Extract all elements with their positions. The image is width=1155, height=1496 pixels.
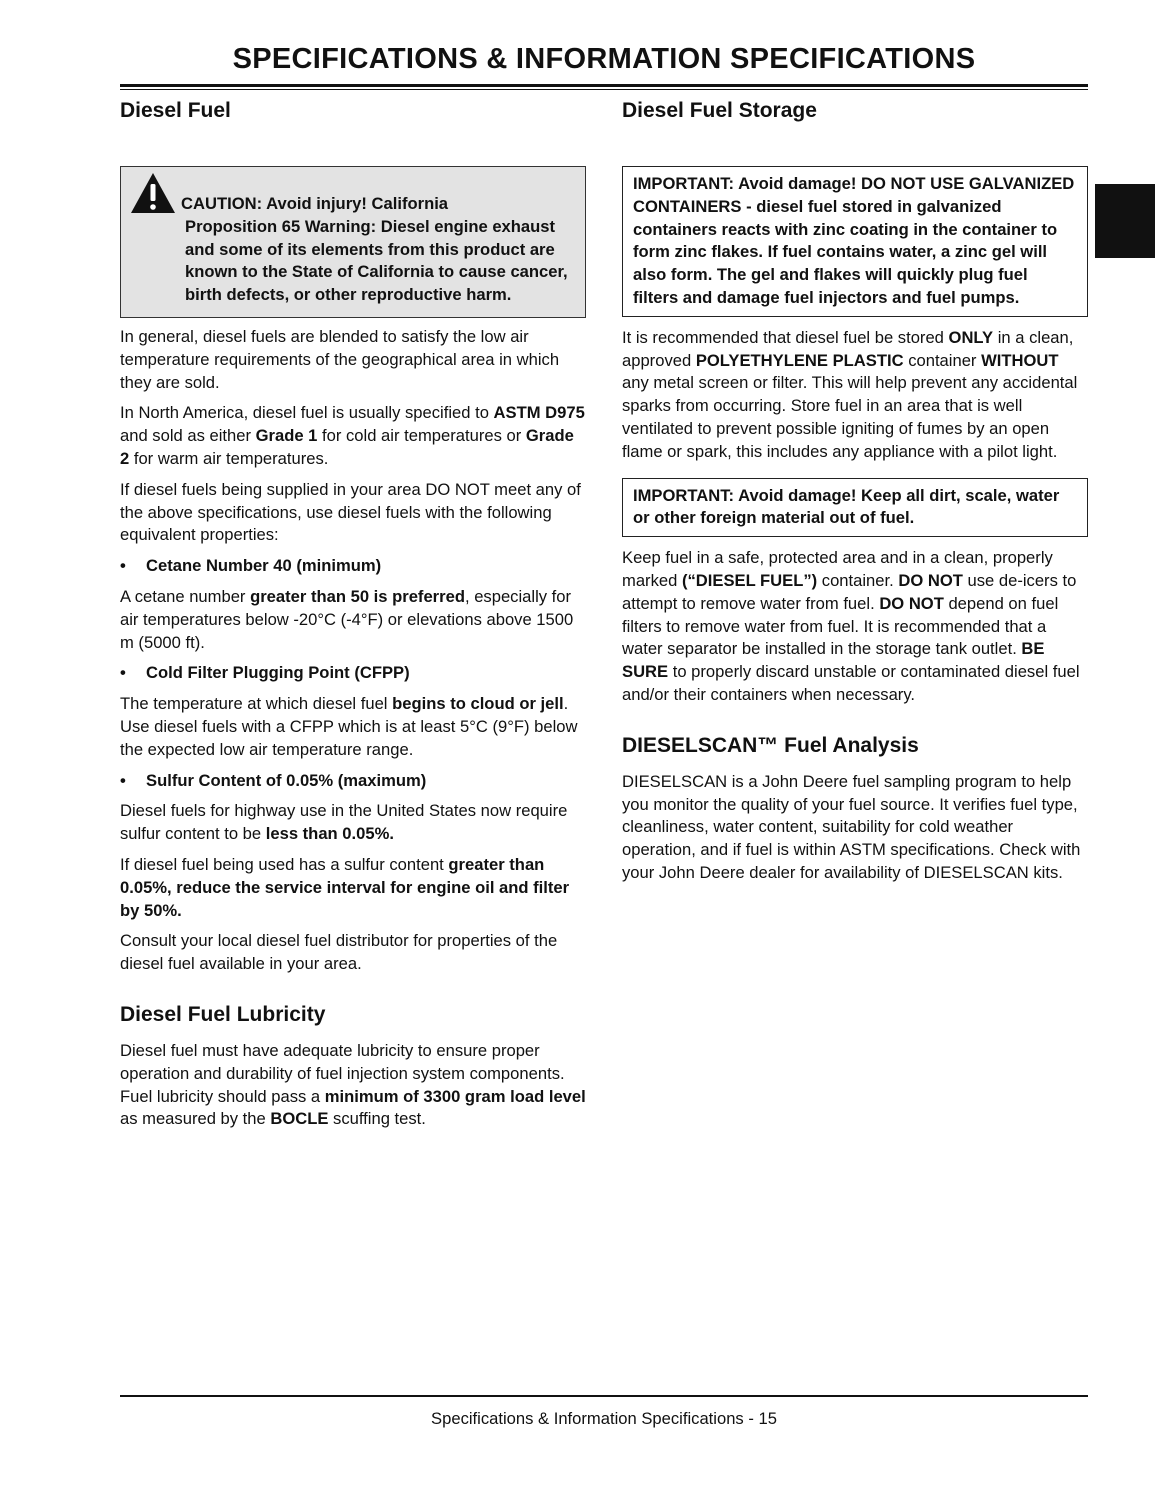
paragraph: Keep fuel in a safe, protected area and in a clean, properly marked (“DIESEL FUEL”) container. DO NOT use de-icers to attempt to remove water from fuel. DO NOT depend on fuel filters to remove water from fuel. It is recommended that a water separator be installed in the storage tank outlet. BE SURE to properly discard unstable or contaminated diesel fuel and/or their containers when necessary. [622, 548, 1080, 704]
paragraph: In North America, diesel fuel is usually specified to ASTM D975 and sold as either Grade 1 for cold air temperatures or Grade 2 for warm air temperatures. [120, 403, 585, 468]
paragraph: If diesel fuels being supplied in your area DO NOT meet any of the above specifications, use diesel fuels with the following equivalent properties: [120, 479, 581, 545]
paragraph: The temperature at which diesel fuel begins to cloud or jell. Use diesel fuels with a CFPP which is at least 5°C (9°F) below the expected low air temperature range. [120, 694, 578, 759]
paragraph: If diesel fuel being used has a sulfur content greater than 0.05%, reduce the service interval for engine oil and filter by 50%. [120, 854, 570, 920]
left-column [120, 96, 586, 1139]
bullet-item-cetane: • Cetane Number 40 (minimum) [120, 555, 586, 578]
paragraph: Diesel fuels for highway use in the United States now require sulfur content to be less than 0.05%. [120, 801, 568, 844]
important-box-galvanized: IMPORTANT: Avoid damage! DO NOT USE GALVANIZED CONTAINERS - diesel fuel stored in galvanized containers reacts with zinc coating in the container to form zinc flakes. If fuel contains water, a zinc gel will also form. The gel and flakes will quickly plug fuel filters and damage fuel injectors and fuel pumps. [622, 166, 1088, 317]
caution-box [120, 166, 586, 318]
paragraph: It is recommended that diesel fuel be stored ONLY in a clean, approved POLYETHYLENE PLASTIC container WITHOUT any metal screen or filter. This will help prevent any accidental sparks from occurring. Store fuel in an area that is well ventilated to prevent possible igniting of fumes by an open flame or spark, this includes any appliance with a pilot light. [622, 327, 1078, 461]
section-tab-marker [1095, 184, 1155, 258]
diesel-fuel-heading: Diesel Fuel [120, 99, 231, 122]
header-rule-thick [120, 84, 1088, 87]
paragraph: In general, diesel fuels are blended to satisfy the low air temperature requirements of the geographical area in which they are sold. [120, 326, 560, 392]
paragraph: Diesel fuel must have adequate lubricity to ensure proper operation and durability of fuel injection system components. Fuel lubricity should pass a minimum of 3300 gram load level as measured by the BOCLE scuffing test. [120, 1040, 586, 1129]
important-box-contamination: IMPORTANT: Avoid damage! Keep all dirt, scale, water or other foreign material out of fuel. [622, 478, 1088, 538]
caution-text: Proposition 65 Warning: Diesel engine exhaust and some of its elements from this product are known to the State of California to cause cancer, birth defects, or other reproductive harm. [185, 216, 568, 305]
paragraph: DIESELSCAN is a John Deere fuel sampling program to help you monitor the quality of your fuel source. It verifies fuel type, cleanliness, water content, suitability for cold weather operation, and if fuel is within ASTM specifications. Check with your John Deere dealer for availability of DIESELSCAN kits. [622, 771, 1081, 882]
dieselscan-heading: DIESELSCAN™ Fuel Analysis [622, 733, 919, 757]
lubricity-heading: Diesel Fuel Lubricity [120, 1002, 326, 1026]
storage-heading: Diesel Fuel Storage [622, 99, 817, 122]
paragraph: Consult your local diesel fuel distributor for properties of the diesel fuel available in your area. [120, 931, 558, 974]
bullet-item-sulfur: • Sulfur Content of 0.05% (maximum) [120, 770, 586, 793]
warning-triangle-icon [129, 171, 177, 215]
page-footer: Specifications & Information Specifications - 15 [431, 1409, 777, 1428]
caution-title: CAUTION: Avoid injury! California [181, 194, 449, 213]
right-column [622, 96, 1088, 893]
footer-rule [120, 1395, 1088, 1397]
paragraph: A cetane number greater than 50 is preferred, especially for air temperatures below -20°C (-4°F) or elevations above 1500 m (5000 ft). [120, 586, 574, 652]
header-rule-thin [120, 89, 1088, 90]
bullet-item-cfpp: • Cold Filter Plugging Point (CFPP) [120, 662, 586, 685]
page-title: SPECIFICATIONS & INFORMATION SPECIFICATIONS [232, 43, 976, 75]
